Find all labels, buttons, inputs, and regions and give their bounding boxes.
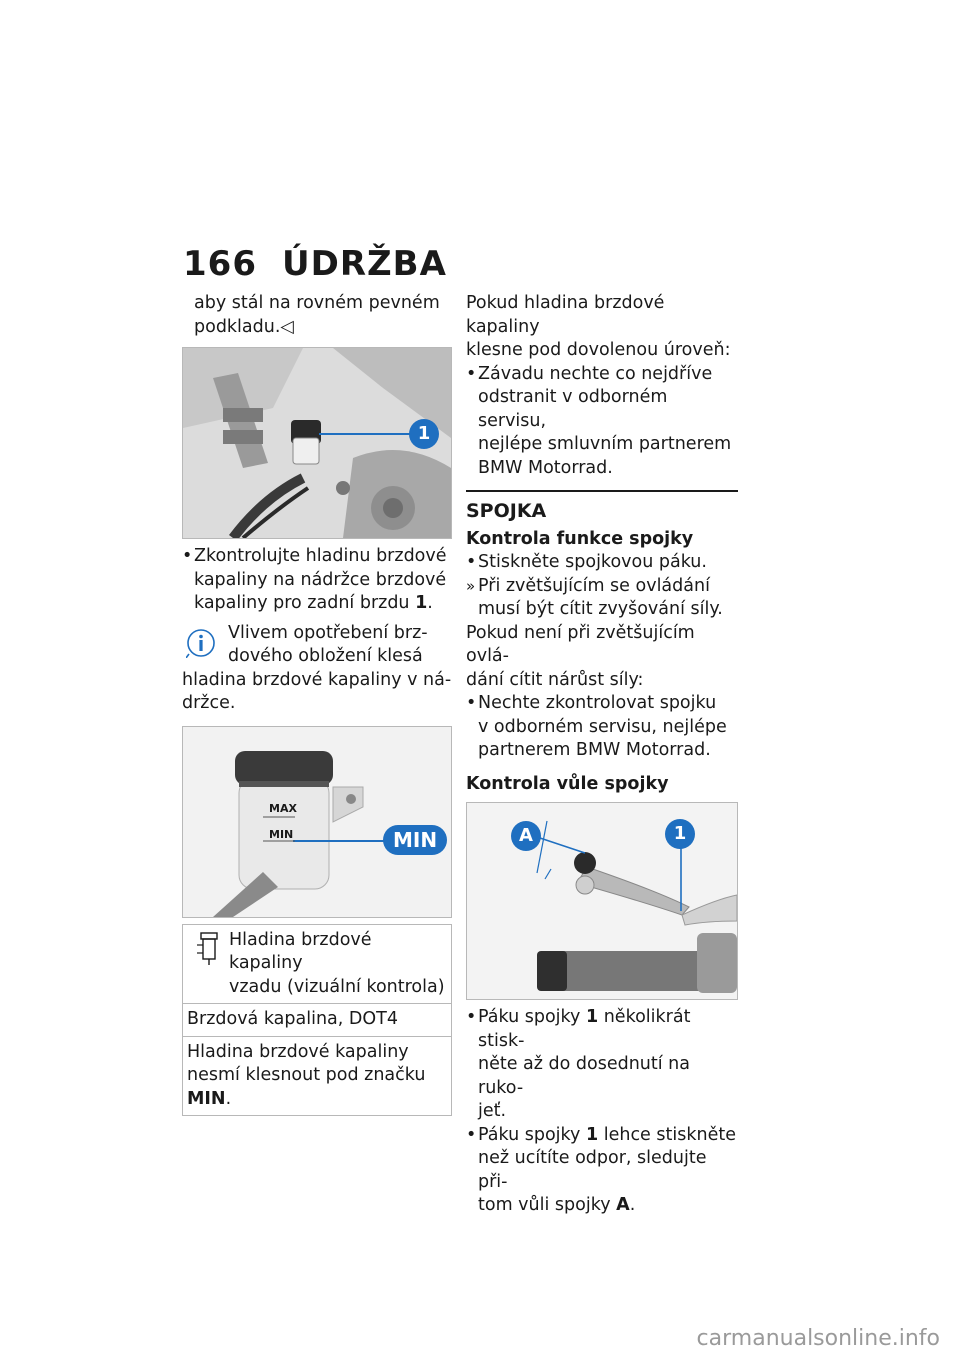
bullet-continuation: nejlépe smluvním partnerem <box>478 434 732 454</box>
bullet-item: • Závadu nechte co nejdříve <box>466 363 738 387</box>
spec-row <box>183 1003 451 1036</box>
bullet-continuation: než ucítíte odpor, sledujte při- <box>478 1148 707 1192</box>
callout-1: 1 <box>665 819 695 849</box>
spec-table <box>182 924 452 1117</box>
reference-1: 1 <box>585 1007 599 1027</box>
callout-1: 1 <box>409 419 439 449</box>
paragraph: klesne pod dovolenou úroveň: <box>466 340 731 360</box>
bullet-continuation: kapaliny pro zadní brzdu 1. <box>194 593 433 613</box>
section-divider <box>466 490 738 492</box>
spec-value: Brzdová kapalina, DOT4 <box>187 1009 398 1029</box>
bullet-continuation: tom vůli spojky A. <box>478 1195 636 1215</box>
paragraph: dání cítit nárůst síly: <box>466 669 644 690</box>
rear-brake-reservoir-figure <box>182 347 452 539</box>
paragraph: Pokud není při zvětšujícím ovlá- <box>466 622 695 666</box>
intro-line: podkladu.◁ <box>194 316 294 337</box>
info-text: držce. <box>182 693 236 713</box>
reference-1: 1 <box>415 593 428 613</box>
info-icon <box>186 628 216 658</box>
min-label: MIN <box>269 827 294 841</box>
rear-brake-reservoir-image <box>183 348 451 538</box>
result-continuation: musí být cítit zvyšování síly. <box>478 599 723 619</box>
bullet-item: • Stiskněte spojkovou páku. <box>466 551 738 575</box>
reservoir-level-image <box>183 727 451 917</box>
bullet-item: • Zkontrolujte hladinu brzdové <box>182 545 452 569</box>
watermark: carmanualsonline.info <box>696 1326 940 1351</box>
bullet-continuation: něte až do dosednutí na ruko- <box>478 1054 690 1098</box>
bullet-continuation: jeť. <box>478 1101 507 1121</box>
result-item: » Při zvětšujícím se ovládání <box>466 575 738 599</box>
intro-line: aby stál na rovném pevném <box>194 293 440 313</box>
bullet-continuation: kapaliny na nádržce brzdové <box>194 569 447 590</box>
info-text: dového obložení klesá <box>228 646 423 666</box>
page-number: 166 <box>183 244 257 284</box>
right-column <box>466 292 738 1218</box>
spec-header <box>183 925 451 1004</box>
subsection-title: Kontrola funkce spojky <box>466 528 694 549</box>
brake-fluid-level-icon <box>197 931 221 967</box>
section-title: SPOJKA <box>466 500 547 522</box>
reference-a: A <box>616 1195 630 1215</box>
reservoir-level-figure <box>182 726 452 918</box>
info-note <box>182 622 452 716</box>
reference-1: 1 <box>585 1124 599 1145</box>
chapter-title: ÚDRŽBA <box>282 244 447 284</box>
paragraph: Pokud hladina brzdové kapaliny <box>466 293 665 337</box>
spec-value: nesmí klesnout pod značku <box>187 1065 426 1085</box>
bullet-item: • Nechte zkontrolovat spojku <box>466 692 738 716</box>
info-text: hladina brzdové kapaliny v ná- <box>182 669 452 690</box>
bullet-continuation: partnerem BMW Motorrad. <box>478 740 711 760</box>
bullet-continuation: odstranit v odborném servisu, <box>478 387 668 431</box>
left-column <box>182 292 452 1116</box>
callout-a: A <box>511 821 541 851</box>
max-label: MAX <box>269 801 297 815</box>
info-text: Vlivem opotřebení brz- <box>228 622 428 643</box>
spec-title: vzadu (vizuální kontrola) <box>229 976 445 997</box>
bullet-item: • Páku spojky 1 několikrát stisk- <box>466 1006 738 1053</box>
bullet-item: • Páku spojky 1 lehce stiskněte <box>466 1124 738 1148</box>
clutch-lever-image <box>467 803 737 999</box>
spec-row <box>183 1036 451 1116</box>
spec-value: MIN. <box>187 1088 232 1109</box>
clutch-lever-figure <box>466 802 738 1000</box>
subsection-title: Kontrola vůle spojky <box>466 773 669 794</box>
spec-title: Hladina brzdové kapaliny <box>229 929 372 973</box>
spec-value: Hladina brzdové kapaliny <box>187 1041 409 1062</box>
bullet-continuation: v odborném servisu, nejlépe <box>478 716 727 737</box>
bullet-continuation: BMW Motorrad. <box>478 457 613 478</box>
callout-min: MIN <box>383 825 447 855</box>
